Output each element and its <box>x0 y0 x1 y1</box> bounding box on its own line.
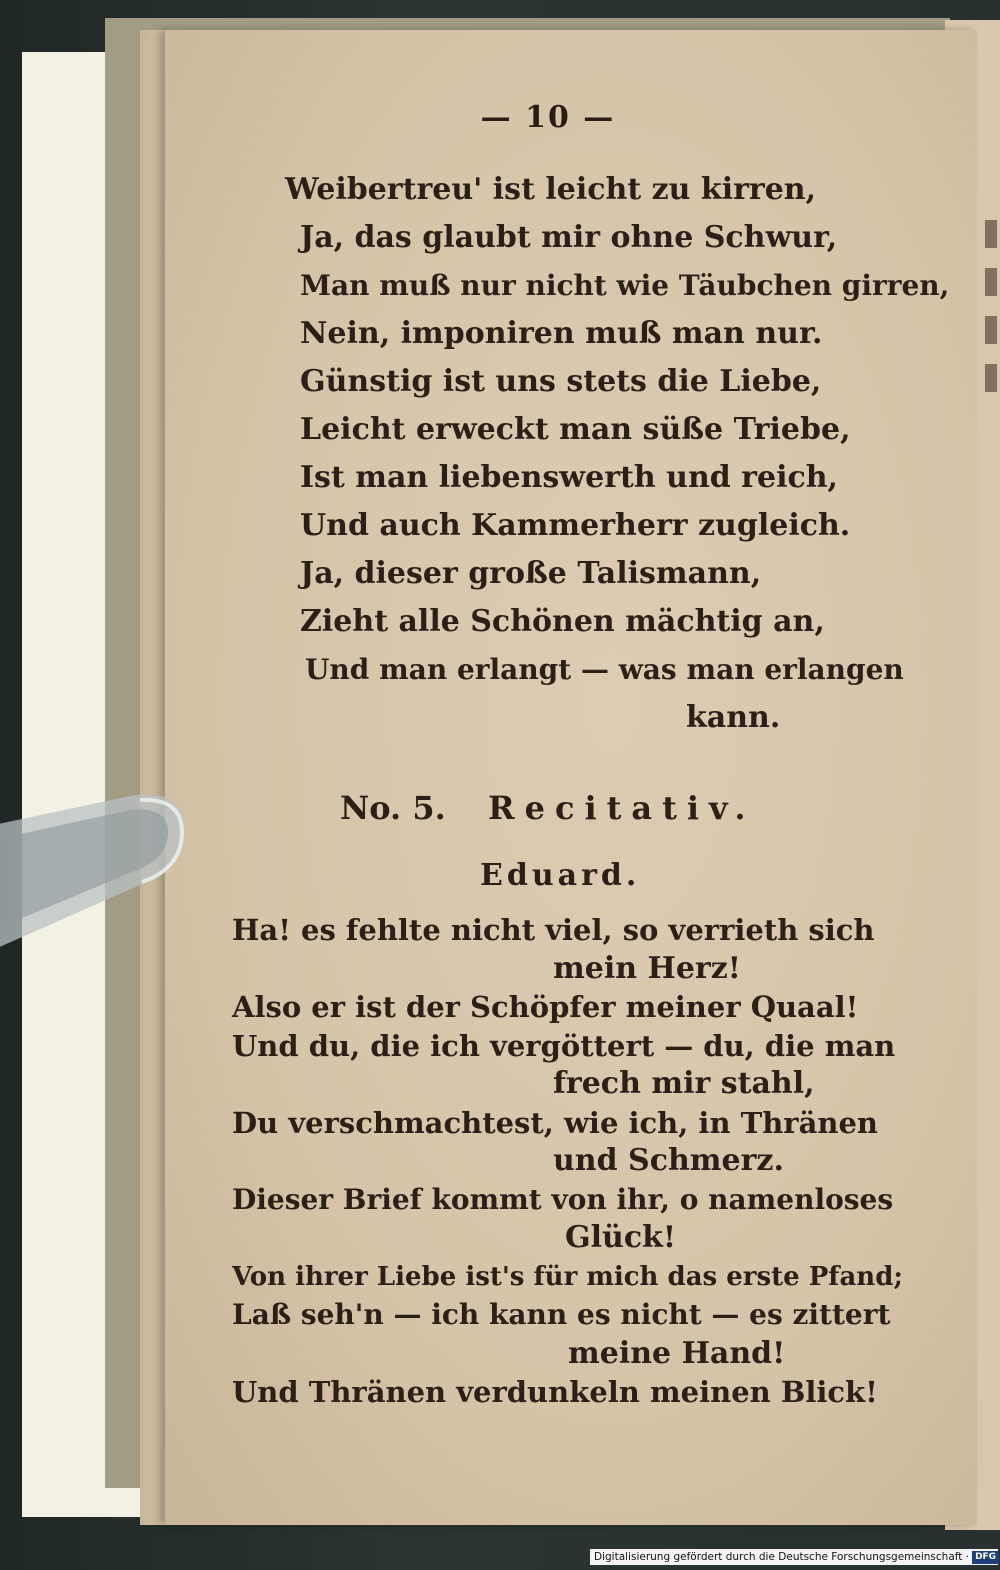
recit-line-5: frech mir stahl, <box>553 1066 815 1101</box>
recit-line-6: Du verschmachtest, wie ich, in Thränen <box>232 1105 878 1140</box>
recit-line-8: Dieser Brief kommt von ihr, o namenloses <box>232 1182 894 1216</box>
verse-line-3: Man muß nur nicht wie Täubchen girren, <box>300 269 950 302</box>
dfg-logo: DFG <box>972 1551 999 1564</box>
recit-line-7: und Schmerz. <box>553 1143 784 1178</box>
verse-line-1: Weibertreu' ist leicht zu kirren, <box>285 172 817 207</box>
verse-line-7: Ist man liebenswerth und reich, <box>300 460 838 495</box>
speaker-name: Eduard. <box>480 858 641 893</box>
recit-line-11: Laß seh'n — ich kann es nicht — es zittert <box>232 1298 891 1331</box>
recit-line-3: Also er ist der Schöpfer meiner Quaal! <box>232 990 859 1024</box>
recit-line-12: meine Hand! <box>568 1335 786 1371</box>
digitization-footer <box>590 1549 998 1565</box>
recit-line-4: Und du, die ich vergöttert — du, die man <box>232 1028 896 1063</box>
verse-line-4: Nein, imponiren muß man nur. <box>300 316 823 351</box>
verse-line-11: Und man erlangt — was man erlangen <box>305 653 904 686</box>
verse-line-12: kann. <box>686 700 781 735</box>
recit-line-2: mein Herz! <box>553 950 741 986</box>
recit-line-10: Von ihrer Liebe ist's für mich das erste Pfand; <box>232 1261 903 1292</box>
recit-line-1: Ha! es fehlte nicht viel, so verrieth sich <box>232 913 875 947</box>
page-number: — 10 — <box>480 100 616 135</box>
verse-line-9: Ja, dieser große Talismann, <box>300 556 762 591</box>
verse-line-8: Und auch Kammerherr zugleich. <box>300 508 851 543</box>
section-title: Recitativ. <box>488 789 756 827</box>
verse-line-6: Leicht erweckt man süße Triebe, <box>300 412 851 447</box>
glass-clip <box>0 790 200 960</box>
section-number: No. 5. <box>340 789 446 827</box>
verse-line-5: Günstig ist uns stets die Liebe, <box>300 364 822 399</box>
verse-line-10: Zieht alle Schönen mächtig an, <box>300 604 825 639</box>
recit-line-9: Glück! <box>565 1220 677 1255</box>
recit-line-13: Und Thränen verdunkeln meinen Blick! <box>232 1375 878 1409</box>
footer-text: Digitalisierung gefördert durch die Deutsche Forschungsgemeinschaft · <box>594 1551 970 1563</box>
verse-line-2: Ja, das glaubt mir ohne Schwur, <box>300 220 838 255</box>
